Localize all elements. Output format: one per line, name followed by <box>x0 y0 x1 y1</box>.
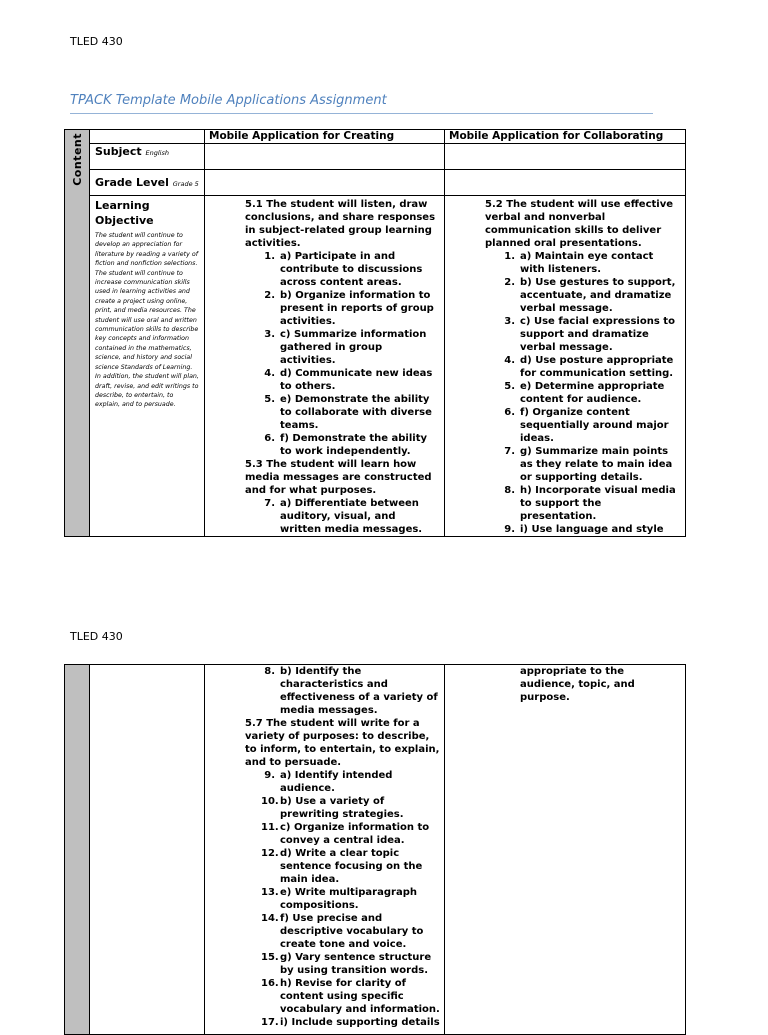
lo-description: The student will continue to develop an appreciation for literature by reading a variety of fiction and nonfiction selections. The student will continue to increase communication skills used in learning activities and create a project using online, print, and media resources. The student will use oral and written communication skills to describe key concepts and information contained in the mathematics, science, and history and social science Standards of Learning. In addition, the student will plan, draft, revise, and edit writings to describe, to entertain, to explain, and to persuade. <box>95 232 199 409</box>
list-item-text: d) Use posture appropriate for communication setting. <box>520 355 674 379</box>
objective-list-item <box>245 1016 440 1029</box>
list-item-text: d) Write a clear topic sentence focusing on the main idea. <box>280 848 423 885</box>
list-item-text: c) Organize information to convey a central idea. <box>280 822 430 846</box>
page-header-course-2: TLED 430 <box>70 630 123 643</box>
objective-list-item <box>245 886 440 912</box>
list-item-number: 1. <box>504 251 515 262</box>
list-item-number: 8. <box>264 666 275 677</box>
list-item-text: a) Maintain eye contact with listeners. <box>520 251 654 275</box>
content-section-cell-2 <box>65 665 90 1035</box>
objective-list-item <box>245 847 440 886</box>
list-item-text: b) Identify the characteristics and effectiveness of a variety of media messages. <box>280 666 438 716</box>
list-item-number: 7. <box>264 498 275 509</box>
objective-list-item <box>245 393 440 432</box>
list-item-text: b) Use a variety of prewriting strategies. <box>280 796 404 820</box>
objective-list-item <box>245 821 440 847</box>
subject-creating-cell <box>205 144 445 170</box>
list-item-number: 9. <box>504 524 515 535</box>
lo-label-cell-2 <box>90 665 205 1035</box>
list-item-text: g) Vary sentence structure by using transition words. <box>280 952 432 976</box>
creating-objectives-cell-2 <box>205 665 445 1035</box>
list-item-text: i) Include supporting details <box>280 1017 440 1028</box>
list-item-text: e) Demonstrate the ability to collaborate with diverse teams. <box>280 394 432 431</box>
objective-list-item <box>485 484 679 523</box>
list-item-text: b) Organize information to present in reports of group activities. <box>280 290 434 327</box>
objective-5-2: 5.2 The student will use effective verbal and nonverbal communication skills to deliver planned oral presentations. <box>485 199 674 249</box>
objective-list-item <box>245 795 440 821</box>
list-item-number: 12. <box>261 848 279 859</box>
objective-list-item <box>485 406 679 445</box>
objective-5-7: 5.7 The student will write for a variety of purposes: to describe, to inform, to entertain, to explain, and to persuade. <box>245 718 440 768</box>
objective-list-item <box>485 276 679 315</box>
list-item-number: 10. <box>261 796 279 807</box>
title-underline <box>70 113 653 114</box>
list-item-text: f) Organize content sequentially around major ideas. <box>520 407 669 444</box>
objective-list-item <box>245 367 440 393</box>
document-title: TPACK Template Mobile Applications Assignment <box>70 93 387 108</box>
objective-list-item <box>245 432 440 458</box>
list-item-number: 5. <box>264 394 275 405</box>
objective-list-item <box>245 951 440 977</box>
collab-objectives-cell-2 <box>445 665 686 1035</box>
list-item-text: e) Write multiparagraph compositions. <box>280 887 417 911</box>
list-item-number: 6. <box>264 433 275 444</box>
objective-5-3: 5.3 The student will learn how media messages are constructed and for what purposes. <box>245 459 432 496</box>
objective-list-item <box>485 354 679 380</box>
grade-collab-cell <box>445 170 686 196</box>
lo-label: Learning Objective <box>95 199 154 227</box>
objective-list-item <box>245 912 440 951</box>
list-item-number: 3. <box>264 329 275 340</box>
list-item-number: 9. <box>264 770 275 781</box>
objective-5-2-continued: appropriate to the audience, topic, and purpose. <box>520 666 635 703</box>
grade-label: Grade Level <box>95 176 169 189</box>
col-header-creating: Mobile Application for Creating <box>205 130 445 144</box>
subject-collab-cell <box>445 144 686 170</box>
list-item-text: i) Use language and style <box>520 524 664 535</box>
corner-cell <box>90 130 205 144</box>
subject-label-cell <box>90 144 205 170</box>
objective-list-item <box>245 497 440 536</box>
list-item-text: a) Differentiate between auditory, visual, and written media messages. <box>280 498 423 535</box>
list-item-number: 7. <box>504 446 515 457</box>
objective-list-item <box>245 250 440 289</box>
list-item-text: b) Use gestures to support, accentuate, and dramatize verbal message. <box>520 277 676 314</box>
list-item-text: g) Summarize main points as they relate to main idea or supporting details. <box>520 446 673 483</box>
list-item-number: 14. <box>261 913 279 924</box>
grade-value: Grade 5 <box>172 180 199 188</box>
list-item-number: 1. <box>264 251 275 262</box>
page-header-course: TLED 430 <box>70 35 123 48</box>
list-item-number: 4. <box>504 355 515 366</box>
list-item-number: 6. <box>504 407 515 418</box>
list-item-number: 17. <box>261 1017 279 1028</box>
list-item-number: 13. <box>261 887 279 898</box>
list-item-text: a) Participate in and contribute to discussions across content areas. <box>280 251 423 288</box>
objective-list-item <box>245 769 440 795</box>
list-item-text: h) Incorporate visual media to support the presentation. <box>520 485 676 522</box>
objective-list-item <box>485 315 679 354</box>
list-item-text: h) Revise for clarity of content using specific vocabulary and information. <box>280 978 440 1015</box>
objective-list-item <box>245 289 440 328</box>
list-item-text: c) Summarize information gathered in group activities. <box>280 329 427 366</box>
objective-5-1: 5.1 The student will listen, draw conclusions, and share responses in subject-related group learning activities. <box>245 199 436 249</box>
content-section-cell <box>65 130 90 537</box>
list-item-text: e) Determine appropriate content for audience. <box>520 381 665 405</box>
list-item-number: 15. <box>261 952 279 963</box>
list-item-number: 11. <box>261 822 279 833</box>
objective-list-item <box>485 250 679 276</box>
tpack-table-page1 <box>64 129 686 537</box>
content-section-label: Content <box>70 133 84 186</box>
list-item-number: 2. <box>264 290 275 301</box>
list-item-number: 2. <box>504 277 515 288</box>
objective-list-item <box>485 445 679 484</box>
list-item-number: 16. <box>261 978 279 989</box>
objective-list-item <box>485 380 679 406</box>
objective-list-item <box>245 977 440 1016</box>
col-header-collaborating: Mobile Application for Collaborating <box>445 130 686 144</box>
list-item-text: d) Communicate new ideas to others. <box>280 368 433 392</box>
objective-list-item <box>485 523 679 536</box>
list-item-text: f) Demonstrate the ability to work independently. <box>280 433 428 457</box>
objective-list-item <box>245 665 440 717</box>
collab-objectives-cell <box>445 196 686 537</box>
list-item-number: 4. <box>264 368 275 379</box>
tpack-table-page2 <box>64 664 686 1035</box>
list-item-text: a) Identify intended audience. <box>280 770 393 794</box>
subject-value: English <box>145 149 169 157</box>
grade-creating-cell <box>205 170 445 196</box>
grade-label-cell <box>90 170 205 196</box>
list-item-number: 5. <box>504 381 515 392</box>
lo-label-cell <box>90 196 205 537</box>
list-item-text: f) Use precise and descriptive vocabulary to create tone and voice. <box>280 913 424 950</box>
objective-list-item <box>245 328 440 367</box>
list-item-number: 8. <box>504 485 515 496</box>
subject-label: Subject <box>95 145 142 158</box>
list-item-number: 3. <box>504 316 515 327</box>
creating-objectives-cell <box>205 196 445 537</box>
list-item-text: c) Use facial expressions to support and dramatize verbal message. <box>520 316 675 353</box>
